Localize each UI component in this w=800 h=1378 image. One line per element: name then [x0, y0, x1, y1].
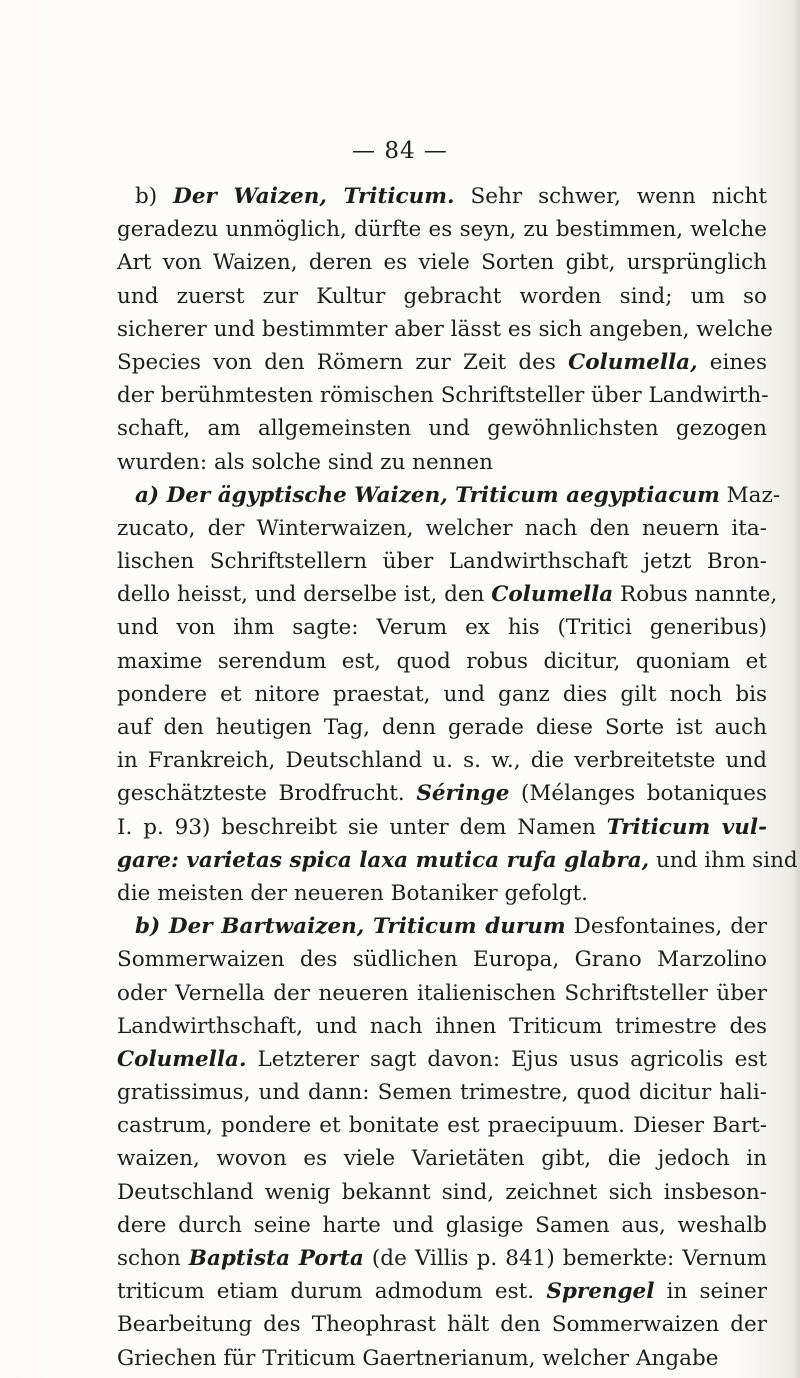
- body-text: [117, 180, 798, 1375]
- text-run: wurden: als solche sind zu nennen: [117, 449, 493, 475]
- text-line: [117, 1142, 767, 1175]
- text-run: Sommerwaizen des südlichen Europa, Grano Marzolino: [117, 947, 767, 973]
- text-run: pondere et nitore praestat, und ganz dies gilt noch bis: [117, 681, 767, 707]
- text-run: und von ihm sagte: Verum ex his (Tritici generibus): [117, 615, 767, 641]
- text-run: und ihm sind: [649, 847, 798, 873]
- italic-term: Der Waizen, Triticum.: [173, 184, 455, 209]
- italic-term: Columella.: [117, 1046, 247, 1072]
- text-line: [117, 1342, 767, 1375]
- text-run: maxime serendum est, quod robus dicitur, quoniam et: [117, 648, 767, 674]
- text-run: lischen Schriftstellern über Landwirthschaft jetzt Bron-: [117, 549, 767, 575]
- text-line: [117, 1275, 767, 1308]
- text-run: Deutschland wenig bekannt sind, zeichnet sich insbeson-: [117, 1179, 767, 1205]
- text-run: gratissimus, und dann: Semen trimestre, quod dicitur hali-: [117, 1080, 767, 1106]
- text-run: und zuerst zur Kultur gebracht worden sind; um so: [117, 283, 767, 309]
- italic-term: a) Der ägyptische Waizen, Triticum aegyptiacum: [135, 482, 720, 508]
- text-run: (Mélanges botaniques: [509, 781, 767, 807]
- text-line: [117, 1176, 767, 1209]
- text-run: Bearbeitung des Theophrast hält den Sommerwaizen der: [117, 1312, 767, 1338]
- italic-term: Columella: [491, 582, 614, 608]
- text-line: [117, 977, 767, 1010]
- text-run: b): [135, 184, 174, 209]
- italic-term: b) Der Bartwaizen, Triticum durum: [135, 914, 566, 940]
- text-run: Maz-: [719, 482, 781, 508]
- page-number: — 84 —: [352, 138, 448, 164]
- text-line: [117, 313, 773, 346]
- text-run: Letzterer sagt davon: Ejus usus agricolis est: [246, 1046, 767, 1072]
- text-line: [117, 1209, 767, 1242]
- text-line: [117, 446, 767, 479]
- text-line: [117, 512, 767, 545]
- text-run: I. p. 93) beschreibt sie unter dem Namen: [117, 814, 607, 840]
- text-run: oder Vernella der neueren italienischen Schriftsteller über: [117, 980, 767, 1006]
- text-line: [117, 877, 767, 910]
- text-line: [117, 844, 798, 877]
- text-run: zucato, der Winterwaizen, welcher nach den neuern ita-: [117, 515, 767, 541]
- text-line: [117, 180, 767, 213]
- text-line: [117, 1109, 767, 1142]
- text-line: [117, 213, 767, 246]
- italic-term: Triticum vul-: [606, 814, 768, 840]
- text-run: waizen, wovon es viele Varietäten gibt, die jedoch in: [117, 1146, 767, 1172]
- text-run: geschätzteste Brodfrucht.: [117, 781, 417, 807]
- text-line: [117, 645, 767, 678]
- text-line: [117, 545, 767, 578]
- text-line: [117, 1076, 767, 1109]
- text-run: sicherer und bestimmter aber lässt es sich angeben, welche: [117, 316, 773, 342]
- italic-term: Columella,: [568, 349, 698, 375]
- text-line: [117, 280, 767, 313]
- text-run: Landwirthschaft, und nach ihnen Triticum trimestre des: [117, 1013, 767, 1039]
- text-run: castrum, pondere et bonitate est praecipuum. Dieser Bart-: [117, 1113, 767, 1139]
- italic-term: Sprengel: [546, 1279, 655, 1305]
- text-run: Griechen für Triticum Gaertnerianum, welcher Angabe: [117, 1345, 719, 1371]
- text-line: [117, 1010, 767, 1043]
- text-run: die meisten der neueren Botaniker gefolgt.: [117, 880, 588, 906]
- text-line: [117, 678, 767, 711]
- text-line: [117, 346, 767, 379]
- text-run: eines: [697, 349, 767, 375]
- text-run: schon: [117, 1246, 189, 1271]
- text-run: Species von den Römern zur Zeit des: [117, 349, 569, 375]
- text-line: [117, 811, 767, 844]
- text-run: Robus nannte,: [613, 582, 778, 608]
- text-run: auf den heutigen Tag, denn gerade diese Sorte ist auch: [117, 715, 767, 740]
- italic-term: Baptista Porta: [188, 1246, 364, 1271]
- text-line: [117, 744, 767, 777]
- text-line: [117, 910, 767, 943]
- text-run: Desfontaines, der: [565, 914, 767, 940]
- text-run: (de Villis p. 841) bemerkte: Vernum: [363, 1246, 768, 1271]
- text-line: [117, 1308, 767, 1341]
- text-line: [117, 611, 767, 644]
- text-run: geradezu unmöglich, dürfte es seyn, zu bestimmen, welche: [117, 217, 767, 243]
- text-run: dello heisst, und derselbe ist, den: [117, 582, 492, 608]
- text-line: [117, 777, 767, 810]
- text-line: [117, 412, 767, 445]
- text-line: [117, 943, 767, 976]
- text-run: in seiner: [654, 1279, 768, 1305]
- text-line: [117, 479, 781, 512]
- text-line: [117, 711, 767, 744]
- italic-term: gare: varietas spica laxa mutica rufa glabra,: [117, 847, 650, 873]
- text-run: Sehr schwer, wenn nicht: [454, 184, 767, 209]
- text-line: [117, 1242, 767, 1275]
- italic-term: Séringe: [416, 781, 510, 807]
- text-run: Art von Waizen, deren es viele Sorten gibt, ursprünglich: [117, 250, 767, 276]
- text-run: schaft, am allgemeinsten und gewöhnlichsten gezogen: [117, 416, 767, 442]
- text-line: [117, 578, 778, 611]
- text-run: dere durch seine harte und glasige Samen aus, weshalb: [117, 1212, 767, 1238]
- text-run: triticum etiam durum admodum est.: [117, 1279, 547, 1305]
- text-run: in Frankreich, Deutschland u. s. w., die verbreitetste und: [117, 748, 767, 774]
- text-line: [117, 379, 767, 412]
- text-run: der berühmtesten römischen Schriftsteller über Landwirth-: [117, 383, 769, 409]
- text-line: [117, 246, 767, 279]
- text-line: [117, 1043, 767, 1076]
